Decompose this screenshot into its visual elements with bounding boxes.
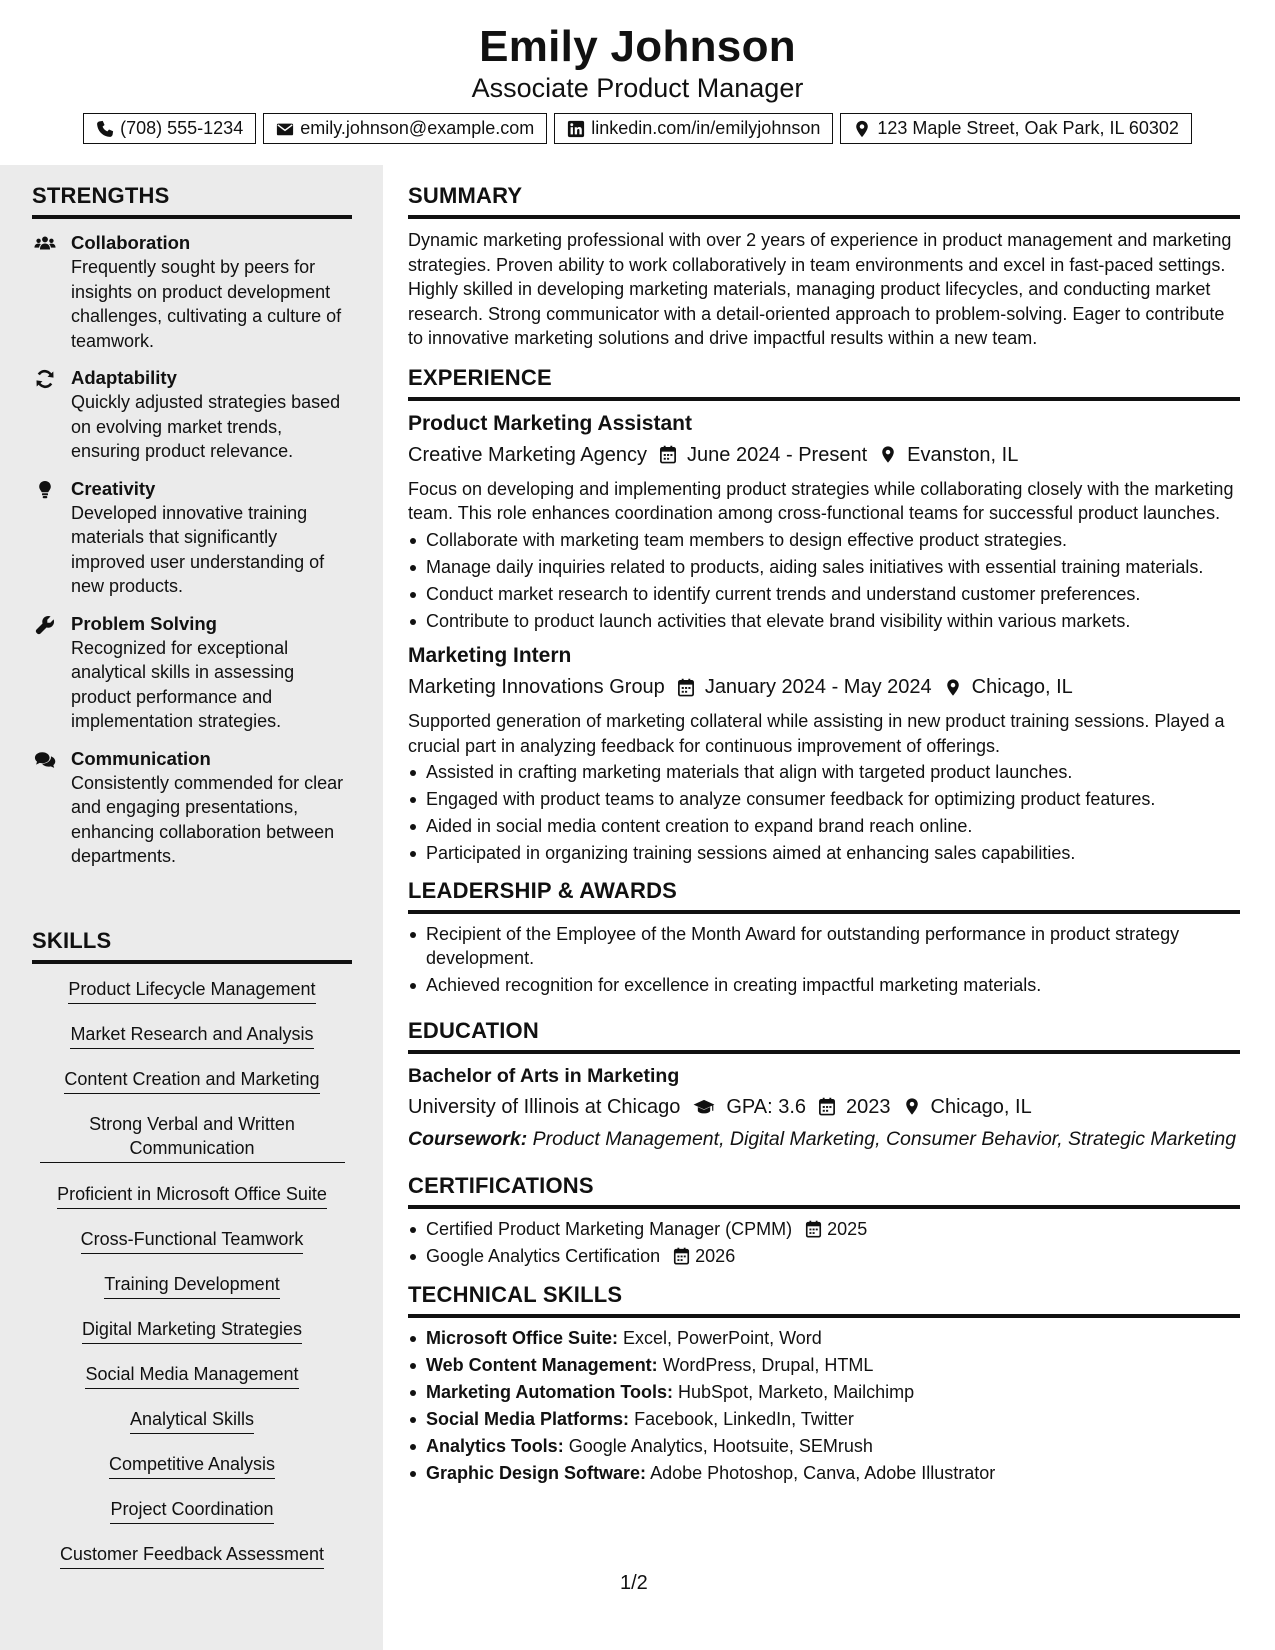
job-entry [408,410,1240,634]
calendar-icon [677,678,695,697]
skill-item: Product Lifecycle Management [32,973,352,1007]
certification-item: Certified Product Marketing Manager (CPMM) 2025 [408,1217,1240,1242]
leadership-list [408,922,1240,998]
job-dates: January 2024 - May 2024 [704,676,932,698]
skill-item: Market Research and Analysis [32,1018,352,1052]
calendar-icon [659,445,677,464]
job-entry [408,642,1240,866]
skill-item: Social Media Management [32,1358,352,1392]
technical-skills-title: TECHNICAL SKILLS [408,1282,1240,1318]
skill-item: Customer Feedback Assessment [32,1538,352,1572]
leadership-item: Recipient of the Employee of the Month Award for outstanding performance in product strategy development. [408,922,1240,971]
contact-linkedin [554,113,833,144]
skill-item: Analytical Skills [32,1403,352,1437]
job-bullet: Aided in social media content creation to expand brand reach online. [408,814,1240,839]
job-company: Marketing Innovations Group [408,676,665,698]
contact-phone-text: (708) 555-1234 [120,118,244,138]
coursework-text: Product Management, Digital Marketing, Consumer Behavior, Strategic Marketing [532,1127,1237,1150]
skill-item: Project Coordination [32,1493,352,1527]
skill-item: Training Development [32,1268,352,1302]
skill-item: Proficient in Microsoft Office Suite [32,1178,352,1212]
sync-icon [34,369,56,389]
experience-section [408,365,1240,866]
calendar-icon [818,1097,836,1116]
job-meta [408,671,1240,703]
map-marker-icon [879,445,897,464]
coursework [408,1127,1240,1152]
skills-title: SKILLS [32,928,352,964]
strength-title: Problem Solving [71,612,217,634]
strengths-section [32,183,352,869]
strength-title: Collaboration [71,232,191,253]
strength-title: Communication [71,747,211,769]
contact-phone [83,113,256,144]
coursework-label: Coursework: [408,1127,528,1150]
strength-desc: Consistently commended for clear and engaging presentations, enhancing collaboration between departments. [71,772,344,866]
contact-address [840,113,1192,144]
gpa: GPA: 3.6 [726,1095,807,1118]
linkedin-icon [567,120,585,138]
degree: Bachelor of Arts in Marketing [408,1064,680,1087]
contact-address-text: 123 Maple Street, Oak Park, IL 60302 [877,118,1179,138]
contact-bar [0,113,1275,144]
strength-desc: Recognized for exceptional analytical skills in assessing product performance and implementation strategies. [71,637,295,731]
technical-skill-item: Graphic Design Software: Adobe Photoshop, Canva, Adobe Illustrator [408,1461,1240,1486]
technical-skill-item: Microsoft Office Suite: Excel, PowerPoint, Word [408,1326,1240,1351]
certification-year: 2026 [695,1246,736,1266]
strength-desc: Frequently sought by peers for insights on product development challenges, cultivating a culture of teamwork. [71,257,342,351]
job-description: Focus on developing and implementing product strategies while collaborating closely with the marketing team. This role enhances coordination among cross-functional teams for successful product launches. [408,478,1234,523]
envelope-icon [276,120,294,138]
strength-item [32,746,352,869]
calendar-icon [673,1247,690,1265]
phone-icon [96,120,114,138]
technical-skills-list [408,1326,1240,1486]
summary-section [408,183,1240,351]
job-bullet: Conduct market research to identify current trends and understand customer preferences. [408,582,1240,607]
skill-item: Competitive Analysis [32,1448,352,1482]
contact-email-text: emily.johnson@example.com [300,118,535,138]
technical-skill-item: Analytics Tools: Google Analytics, Hootsuite, SEMrush [408,1434,1240,1459]
experience-title: EXPERIENCE [408,365,1240,401]
job-title: Product Marketing Assistant [408,411,692,435]
certification-item: Google Analytics Certification 2026 [408,1244,1240,1269]
technical-skill-item: Social Media Platforms: Facebook, LinkedIn, Twitter [408,1407,1240,1432]
strength-item [32,476,352,599]
strength-item [32,365,352,464]
job-location: Chicago, IL [971,676,1073,698]
technical-skill-item: Marketing Automation Tools: HubSpot, Marketo, Mailchimp [408,1380,1240,1405]
strength-item [32,611,352,734]
strength-title: Adaptability [71,367,177,388]
job-bullet: Collaborate with marketing team members to design effective product strategies. [408,528,1240,553]
school: University of Illinois at Chicago [408,1095,681,1118]
candidate-role: Associate Product Manager [471,73,804,103]
certifications-title: CERTIFICATIONS [408,1173,1240,1209]
job-bullet: Participated in organizing training sessions aimed at enhancing sales capabilities. [408,841,1240,866]
education-meta [408,1091,1240,1123]
school-location: Chicago, IL [930,1095,1032,1118]
resume-header [0,0,1275,165]
strengths-title: STRENGTHS [32,183,352,219]
job-bullet: Assisted in crafting marketing materials that align with targeted product launches. [408,760,1240,785]
technical-skills-section [408,1282,1240,1486]
graduation-year: 2023 [846,1095,891,1118]
skills-list [32,973,352,1583]
strength-title: Creativity [71,477,156,499]
leadership-title: LEADERSHIP & AWARDS [408,878,1240,914]
strength-desc: Developed innovative training materials that significantly improved user understanding of new products. [71,502,325,596]
strength-desc: Quickly adjusted strategies based on evolving market trends, ensuring product relevance. [71,392,341,461]
skill-item: Digital Marketing Strategies [32,1313,352,1347]
map-marker-icon [903,1097,921,1116]
lightbulb-icon [34,480,56,500]
skills-section [32,928,352,1583]
users-icon [34,234,56,254]
education-section [408,1018,1240,1152]
calendar-icon [805,1220,822,1238]
job-title: Marketing Intern [408,644,572,667]
certifications-list [408,1217,1240,1269]
job-bullets [408,760,1240,866]
job-bullet: Manage daily inquiries related to products, aiding sales initiatives with essential training materials. [408,555,1240,580]
education-title: EDUCATION [408,1018,1240,1054]
job-company: Creative Marketing Agency [408,443,648,466]
main-column [408,183,1240,1488]
contact-email [263,113,547,144]
skill-item: Strong Verbal and Written Communication [32,1108,352,1166]
job-bullet: Contribute to product launch activities that elevate brand visibility within various markets. [408,609,1240,634]
skill-item: Cross-Functional Teamwork [32,1223,352,1257]
leadership-section [408,878,1240,998]
page-number: 1/2 [620,1572,648,1594]
wrench-icon [34,615,56,635]
job-bullet: Engaged with product teams to analyze consumer feedback for optimizing product features. [408,787,1240,812]
job-location: Evanston, IL [907,443,1019,466]
summary-title: SUMMARY [408,183,1240,219]
job-dates: June 2024 - Present [687,443,868,466]
job-meta [408,439,1240,471]
certifications-section [408,1173,1240,1269]
skill-item: Content Creation and Marketing [32,1063,352,1097]
leadership-item: Achieved recognition for excellence in creating impactful marketing materials. [408,973,1240,998]
job-bullets [408,528,1240,634]
strength-item [32,230,352,353]
map-marker-icon [944,678,962,697]
comments-icon [34,750,56,770]
summary-text: Dynamic marketing professional with over 2 years of experience in product management and marketing strategies. Proven ability to work collaboratively in team environments and excel in fast-paced settings. Highly skilled in developing marketing materials, managing product lifecycles, and conducting market research. Strong communicator with a detail-oriented approach to problem-solving. Eager to contribute to innovative marketing solutions and drive impactful results within a new team. [408,230,1232,348]
candidate-name: Emily Johnson [479,22,796,71]
technical-skill-item: Web Content Management: WordPress, Drupal, HTML [408,1353,1240,1378]
job-description: Supported generation of marketing collateral while assisting in new product training sessions. Played a crucial part in analyzing feedback for continuous improvement of offerings. [408,711,1225,756]
contact-linkedin-text: linkedin.com/in/emilyjohnson [591,118,821,138]
certification-year: 2025 [827,1219,868,1239]
graduation-cap-icon [692,1097,716,1116]
map-marker-icon [853,120,871,138]
